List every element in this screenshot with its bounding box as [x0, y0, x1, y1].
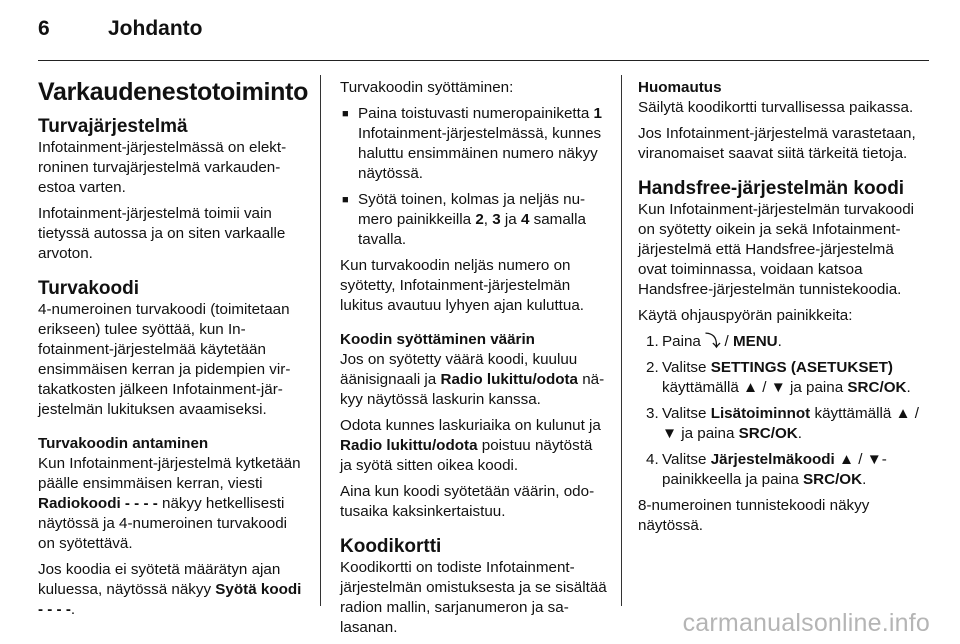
step-item: 2. Valitse SETTINGS (ASETUKSET) käyttämällä ▲ / ▼ ja paina SRC/OK.	[646, 359, 911, 396]
column-3	[638, 78, 920, 542]
list-item: ■ Syötä toinen, kolmas ja neljäs numero painikkeilla 2, 3 ja 4 samalla tavalla.	[342, 191, 586, 248]
watermark: carmanualsonline.info	[682, 609, 930, 637]
steps-list	[638, 332, 920, 490]
paragraph: Aina kun koodi syötetään väärin, odotusaika kaksinkertaistuu.	[340, 483, 595, 520]
paragraph: Infotainment-järjestelmä toimii vain tietyssä autossa ja on siten varkaalle arvoton.	[38, 205, 286, 262]
list-item: ■ Paina toistuvasti numeropainiketta 1 Infotainment-järjestelmässä, kunnes haluttu ensimmäinen numero näkyy näytössä.	[342, 105, 602, 182]
paragraph: Kun Infotainment-järjestelmän turvakoodi on syötetty oikein ja sekä Infotainment-järjestelmä että Handsfree-järjestelmä ovat toiminnassa, voidaan katsoa Handsfree-järjestelmän tunnistekoodia.	[638, 201, 915, 298]
paragraph: Jos on syötetty väärä koodi, kuuluu äänisignaali ja Radio lukittu/odota näkyy näytössä laskurin kanssa.	[340, 351, 605, 408]
column-divider-2	[621, 75, 622, 606]
section-title: Varkaudenestotoiminto	[38, 78, 309, 106]
paragraph: Kun Infotainment-järjestelmä kytketään päälle ensimmäisen kerran, viesti Radiokoodi - - - - näkyy hetkellisesti näytössä ja 4-numeroinen turvakoodi on syötettävä.	[38, 455, 301, 552]
chapter-title: Johdanto	[108, 17, 203, 40]
heading-koodikortti: Koodikortti	[340, 536, 442, 557]
phone-icon: ⤵	[705, 333, 721, 350]
paragraph: 8-numeroinen tunnistekoodi näkyy näytössä.	[638, 497, 870, 534]
step-item: 1. Paina ⤵ / MENU.	[646, 333, 782, 350]
display-message: Radio lukittu/odota	[440, 371, 579, 388]
step-item: 4. Valitse Järjestelmäkoodi ▲ / ▼-painikkeella ja paina SRC/OK.	[646, 451, 887, 488]
page-header	[38, 17, 203, 41]
display-message: Syötä koodi - - - -	[38, 581, 302, 618]
display-message: Radiokoodi - - - -	[38, 495, 158, 512]
display-message: Radio lukittu/odota	[340, 437, 478, 454]
heading-handsfree-koodi: Handsfree-järjestelmän koodi	[638, 178, 905, 199]
heading-turvakoodi: Turvakoodi	[38, 278, 139, 299]
paragraph: 4-numeroinen turvakoodi (toimitetaan erikseen) tulee syöttää, kun Infotainment-järjestelmää käytetään ensimmäisen kerran ja pidempien virtakatkosten jälkeen Infotainment-järjestelmän lukituksen avaamiseksi.	[38, 301, 291, 418]
paragraph: Odota kunnes laskuriaika on kulunut ja Radio lukittu/odota poistuu näytöstä ja syötä sitten oikea koodi.	[340, 417, 601, 474]
paragraph: Kun turvakoodin neljäs numero on syötetty, Infotainment-järjestelmän lukitus avautuu lyhyen ajan kuluttua.	[340, 257, 585, 314]
page-number: 6	[38, 17, 50, 40]
paragraph: Koodikortti on todiste Infotainment-järjestelmän omistuksesta ja se sisältää radion mallin, sarjanumeron ja salasanan.	[340, 559, 607, 636]
bullet-icon: ■	[342, 108, 349, 120]
heading-koodin-syottaminen-vaarin: Koodin syöttäminen väärin	[340, 331, 535, 348]
bullet-icon: ■	[342, 194, 349, 206]
header-rule	[38, 60, 929, 61]
step-item: 3. Valitse Lisätoiminnot käyttämällä ▲ / ▼ ja paina SRC/OK.	[646, 405, 919, 442]
column-1	[38, 78, 309, 626]
paragraph: Infotainment-järjestelmässä on elektroninen turvajärjestelmä varkaudenestoa varten.	[38, 139, 287, 196]
bullet-list	[340, 104, 608, 250]
heading-turvajarjestelma: Turvajärjestelmä	[38, 116, 188, 137]
note-paragraph: Jos Infotainment-järjestelmä varastetaan, viranomaiset saavat siitä tärkeitä tietoja.	[638, 125, 916, 162]
note-paragraph: Säilytä koodikortti turvallisessa paikassa.	[638, 99, 914, 116]
note-title: Huomautus	[638, 79, 722, 96]
paragraph: Jos koodia ei syötetä määrätyn ajan kuluessa, näytössä näkyy Syötä koodi - - - -.	[38, 561, 302, 618]
paragraph: Turvakoodin syöttäminen:	[340, 79, 514, 96]
heading-turvakoodin-antaminen: Turvakoodin antaminen	[38, 435, 209, 452]
paragraph: Käytä ohjauspyörän painikkeita:	[638, 307, 853, 324]
column-2	[340, 78, 608, 644]
column-divider-1	[320, 75, 321, 606]
